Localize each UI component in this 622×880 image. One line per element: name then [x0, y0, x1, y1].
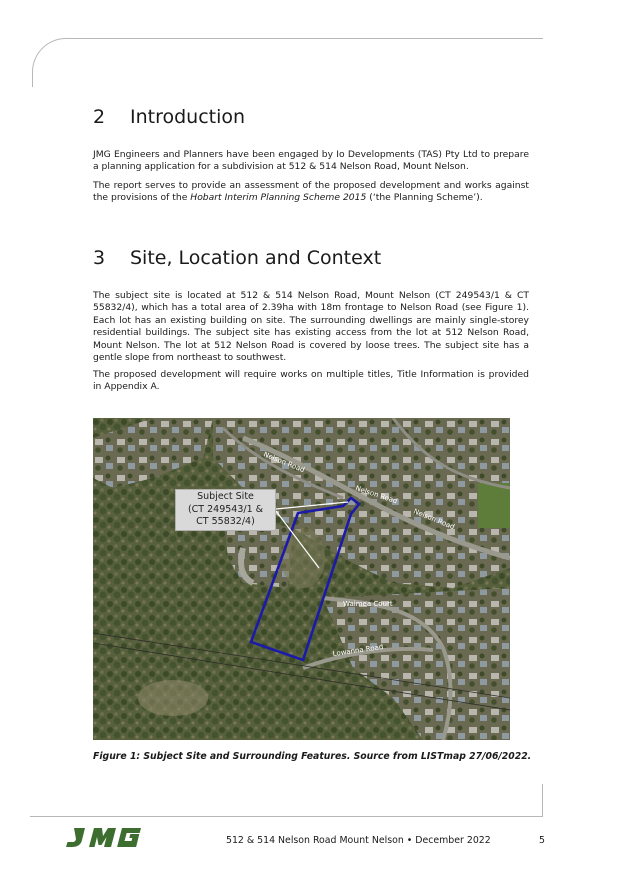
callout-line: Subject Site	[197, 491, 254, 502]
footer-text: 512 & 514 Nelson Road Mount Nelson • December 2022	[226, 835, 491, 846]
intro-paragraph-2	[93, 180, 529, 205]
map-label: Waimea Court	[343, 600, 393, 608]
callout-line: CT 55832/4)	[196, 516, 255, 527]
intro-paragraph-1: JMG Engineers and Planners have been engaged by Io Developments (TAS) Pty Ltd to prepare a planning application for a subdivision at 512 & 514 Nelson Road, Mount Nelson.	[93, 149, 529, 173]
map-label: Lowanna Road	[332, 642, 384, 658]
site-paragraph-2: The proposed development will require works on multiple titles, Title Information is provided in Appendix A.	[93, 369, 529, 393]
page-frame-bottom	[30, 784, 543, 817]
map-label: Nelson Road	[354, 484, 399, 506]
aerial-map	[93, 418, 510, 740]
page-frame-top	[32, 38, 543, 87]
site-clearing	[281, 528, 325, 588]
callout-line: (CT 249543/1 &	[187, 503, 264, 515]
intro-paragraph-2-start: The report serves to provide an assessment of the proposed development and works against the provisions of the	[93, 180, 529, 204]
cleared-patch	[138, 680, 208, 716]
section-heading-site	[93, 247, 381, 269]
subject-site-callout	[175, 489, 276, 531]
map-label: Nelson Road	[412, 507, 456, 532]
grass-field	[478, 483, 510, 528]
figure-caption: Figure 1: Subject Site and Surrounding Features. Source from LISTmap 27/06/2022.	[93, 751, 532, 762]
aerial-map-figure	[93, 418, 510, 740]
site-paragraph-1: The subject site is located at 512 & 514 Nelson Road, Mount Nelson (CT 249543/1 & CT 55832/4), which has a total area of 2.39ha with 18m frontage to Nelson Road (see Figure 1). Each lot has an existing building on site. The surrounding dwellings are mainly single-storey residential buildings. The subject site has existing access from the lot at 512 Nelson Road, Mount Nelson. The lot at 512 Nelson Road is covered by loose trees. The subject site has a gentle slope from northeast to southwest.	[93, 290, 529, 364]
intro-paragraph-2-end: (‘the Planning Scheme’).	[366, 192, 483, 204]
section-number: 3	[93, 247, 106, 269]
section-number: 2	[93, 106, 106, 128]
planning-scheme-title: Hobart Interim Planning Scheme 2015	[190, 192, 367, 204]
section-heading-introduction	[93, 106, 245, 128]
map-label: Nelson Road	[262, 450, 306, 475]
section-title: Introduction	[130, 106, 246, 128]
section-title: Site, Location and Context	[130, 247, 382, 269]
page-number: 5	[539, 835, 545, 846]
jmg-logo	[66, 826, 142, 848]
